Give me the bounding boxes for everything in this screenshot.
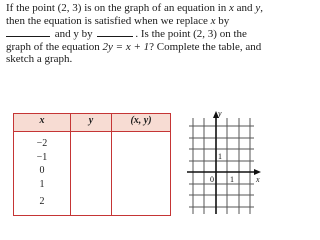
x-value: 2 [39,196,45,207]
xy-input-column[interactable] [112,132,170,215]
answer-blank-y[interactable] [97,27,133,37]
y-input-column[interactable] [71,132,111,215]
origin-label: 0 [210,175,214,184]
x-value: −2 [36,138,48,149]
coordinate-grid[interactable] [183,108,263,216]
header-y: y [88,115,94,126]
x-value: 1 [39,178,45,190]
x-tick-label: 1 [230,175,234,184]
answer-blank-x[interactable] [6,27,50,37]
x-axis-label: x [256,175,260,184]
header-xy: (x, y) [130,115,152,126]
problem-text: If the point (2, 3) is on the graph of an equation in x and y, then the equation is satisfied when we replace x by and y by . Is the point (2, 3) on the graph of the equation 2y = x + 1? Complete the table, and sketch a graph. [6,2,263,66]
x-values-column [14,137,70,209]
header-x: x [39,115,45,126]
y-axis-label: y [218,109,222,118]
x-value: 0 [39,165,45,176]
value-table [13,113,171,216]
y-tick-label: 1 [218,152,222,161]
x-value: −1 [36,151,48,163]
